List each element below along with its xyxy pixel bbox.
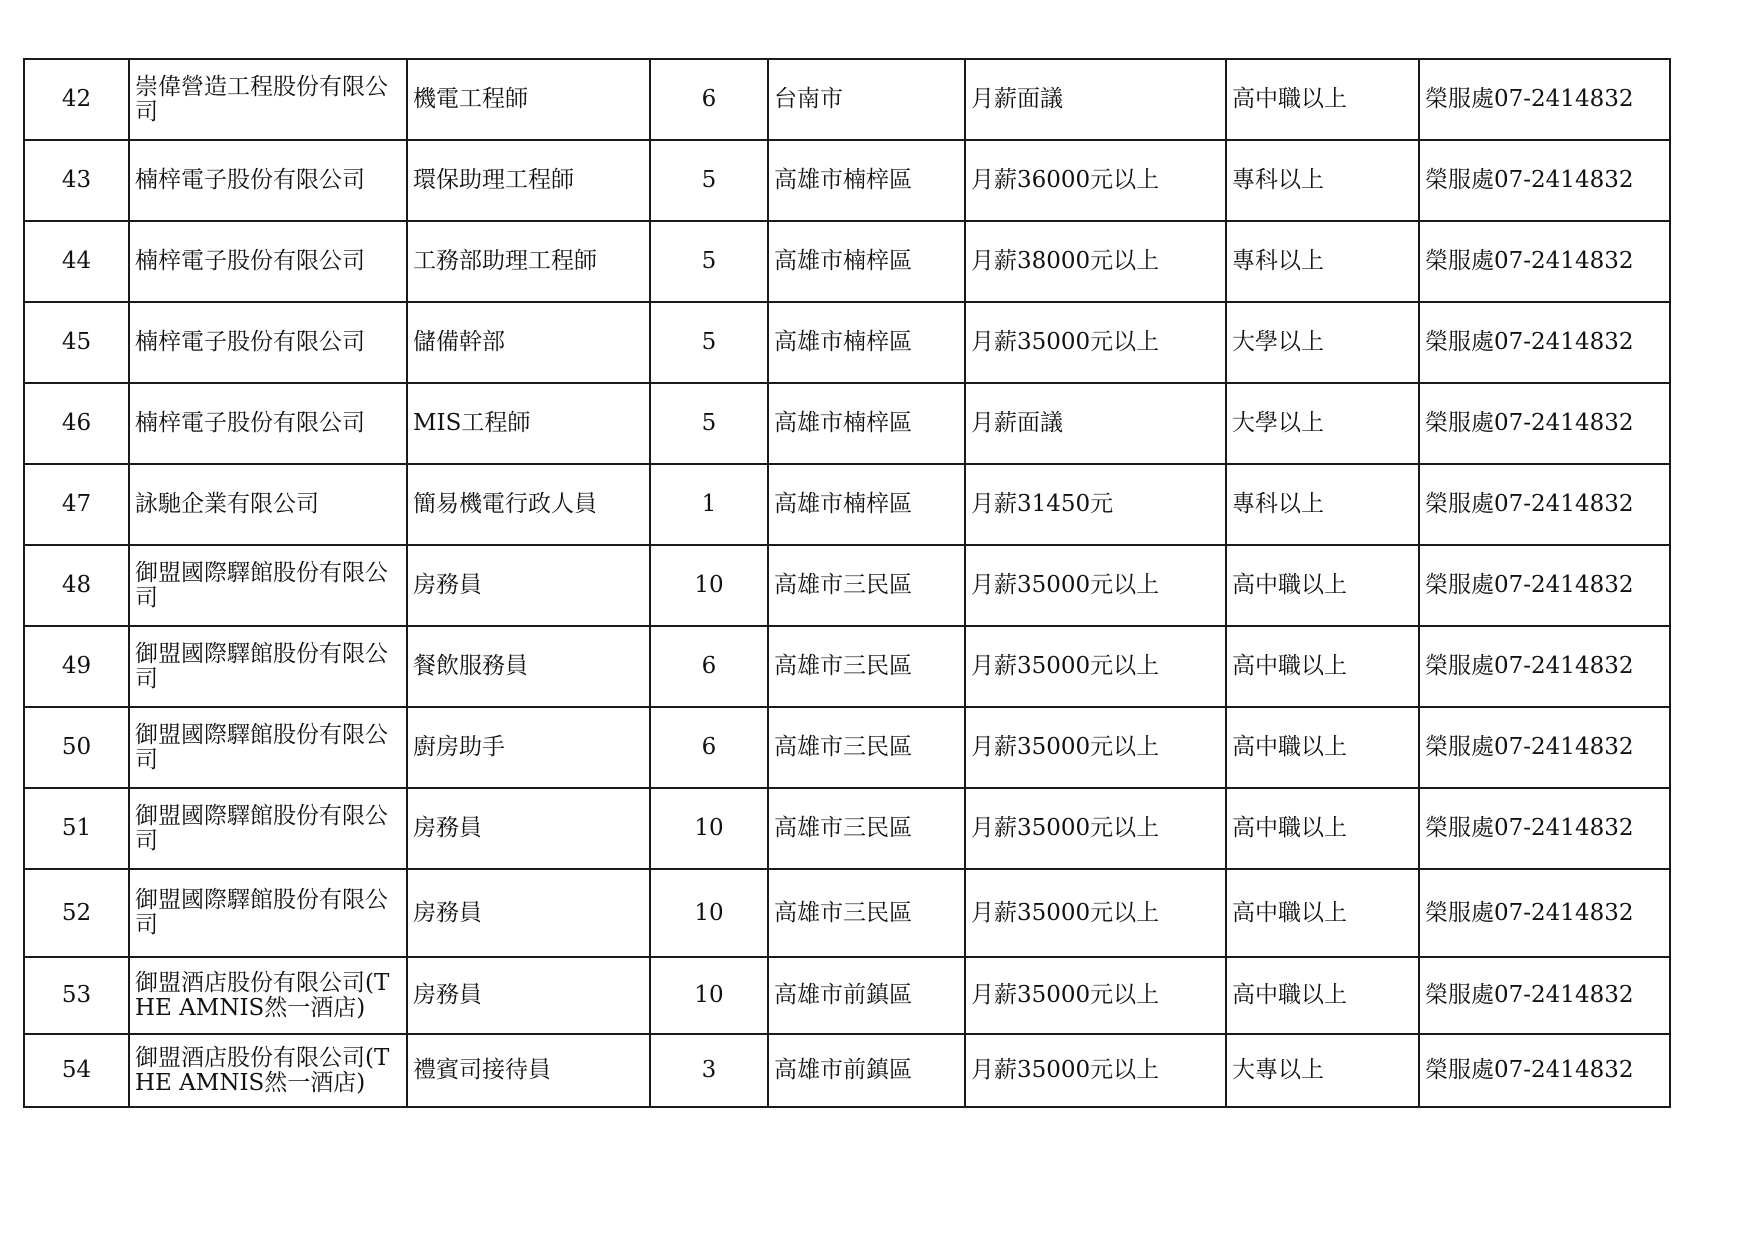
table-row <box>24 626 1670 707</box>
job-title: 機電工程師 <box>407 59 650 140</box>
job-title: MIS工程師 <box>407 383 650 464</box>
contact: 榮服處07-2414832 <box>1419 788 1670 869</box>
job-title: 房務員 <box>407 957 650 1034</box>
opening-count: 6 <box>650 59 768 140</box>
education-requirement: 高中職以上 <box>1226 957 1419 1034</box>
table-row <box>24 957 1670 1034</box>
salary: 月薪31450元 <box>965 464 1226 545</box>
company-name: 詠馳企業有限公司 <box>129 464 407 545</box>
work-location: 高雄市前鎮區 <box>768 1034 965 1107</box>
table-row <box>24 545 1670 626</box>
table-row <box>24 383 1670 464</box>
job-title: 餐飲服務員 <box>407 626 650 707</box>
contact: 榮服處07-2414832 <box>1419 1034 1670 1107</box>
contact: 榮服處07-2414832 <box>1419 59 1670 140</box>
opening-count: 6 <box>650 707 768 788</box>
company-name: 楠梓電子股份有限公司 <box>129 221 407 302</box>
opening-count: 5 <box>650 140 768 221</box>
opening-count: 1 <box>650 464 768 545</box>
work-location: 高雄市三民區 <box>768 707 965 788</box>
opening-count: 3 <box>650 1034 768 1107</box>
salary: 月薪35000元以上 <box>965 788 1226 869</box>
salary: 月薪36000元以上 <box>965 140 1226 221</box>
row-number: 47 <box>24 464 129 545</box>
row-number: 44 <box>24 221 129 302</box>
company-name: 崇偉營造工程股份有限公司 <box>129 59 407 140</box>
opening-count: 6 <box>650 626 768 707</box>
company-name: 御盟酒店股份有限公司(THE AMNIS然一酒店) <box>129 1034 407 1107</box>
education-requirement: 高中職以上 <box>1226 626 1419 707</box>
company-name: 御盟國際驛館股份有限公司 <box>129 707 407 788</box>
education-requirement: 高中職以上 <box>1226 545 1419 626</box>
contact: 榮服處07-2414832 <box>1419 302 1670 383</box>
contact: 榮服處07-2414832 <box>1419 707 1670 788</box>
job-title: 簡易機電行政人員 <box>407 464 650 545</box>
work-location: 高雄市三民區 <box>768 869 965 957</box>
contact: 榮服處07-2414832 <box>1419 957 1670 1034</box>
contact: 榮服處07-2414832 <box>1419 464 1670 545</box>
job-title: 房務員 <box>407 545 650 626</box>
contact: 榮服處07-2414832 <box>1419 869 1670 957</box>
salary: 月薪35000元以上 <box>965 869 1226 957</box>
work-location: 台南市 <box>768 59 965 140</box>
education-requirement: 大學以上 <box>1226 383 1419 464</box>
row-number: 50 <box>24 707 129 788</box>
education-requirement: 高中職以上 <box>1226 59 1419 140</box>
salary: 月薪35000元以上 <box>965 545 1226 626</box>
education-requirement: 專科以上 <box>1226 221 1419 302</box>
contact: 榮服處07-2414832 <box>1419 221 1670 302</box>
contact: 榮服處07-2414832 <box>1419 383 1670 464</box>
company-name: 楠梓電子股份有限公司 <box>129 383 407 464</box>
work-location: 高雄市楠梓區 <box>768 221 965 302</box>
opening-count: 5 <box>650 383 768 464</box>
row-number: 49 <box>24 626 129 707</box>
job-listing-table <box>23 58 1671 1108</box>
salary: 月薪35000元以上 <box>965 302 1226 383</box>
work-location: 高雄市三民區 <box>768 788 965 869</box>
salary: 月薪面議 <box>965 59 1226 140</box>
company-name: 御盟酒店股份有限公司(THE AMNIS然一酒店) <box>129 957 407 1034</box>
company-name: 御盟國際驛館股份有限公司 <box>129 545 407 626</box>
row-number: 42 <box>24 59 129 140</box>
table-row <box>24 788 1670 869</box>
education-requirement: 高中職以上 <box>1226 788 1419 869</box>
work-location: 高雄市前鎮區 <box>768 957 965 1034</box>
company-name: 御盟國際驛館股份有限公司 <box>129 626 407 707</box>
education-requirement: 大學以上 <box>1226 302 1419 383</box>
table-row <box>24 464 1670 545</box>
work-location: 高雄市楠梓區 <box>768 464 965 545</box>
company-name: 楠梓電子股份有限公司 <box>129 140 407 221</box>
work-location: 高雄市楠梓區 <box>768 383 965 464</box>
job-title: 工務部助理工程師 <box>407 221 650 302</box>
job-title: 廚房助手 <box>407 707 650 788</box>
opening-count: 10 <box>650 869 768 957</box>
row-number: 53 <box>24 957 129 1034</box>
row-number: 48 <box>24 545 129 626</box>
salary: 月薪35000元以上 <box>965 707 1226 788</box>
opening-count: 10 <box>650 545 768 626</box>
row-number: 51 <box>24 788 129 869</box>
job-title: 禮賓司接待員 <box>407 1034 650 1107</box>
company-name: 楠梓電子股份有限公司 <box>129 302 407 383</box>
company-name: 御盟國際驛館股份有限公司 <box>129 869 407 957</box>
contact: 榮服處07-2414832 <box>1419 626 1670 707</box>
row-number: 43 <box>24 140 129 221</box>
job-title: 房務員 <box>407 869 650 957</box>
table-row <box>24 869 1670 957</box>
work-location: 高雄市楠梓區 <box>768 302 965 383</box>
opening-count: 5 <box>650 302 768 383</box>
work-location: 高雄市三民區 <box>768 545 965 626</box>
row-number: 45 <box>24 302 129 383</box>
salary: 月薪38000元以上 <box>965 221 1226 302</box>
contact: 榮服處07-2414832 <box>1419 545 1670 626</box>
job-title: 儲備幹部 <box>407 302 650 383</box>
table-row <box>24 59 1670 140</box>
education-requirement: 大專以上 <box>1226 1034 1419 1107</box>
education-requirement: 高中職以上 <box>1226 707 1419 788</box>
table-row <box>24 140 1670 221</box>
row-number: 54 <box>24 1034 129 1107</box>
row-number: 46 <box>24 383 129 464</box>
opening-count: 10 <box>650 788 768 869</box>
row-number: 52 <box>24 869 129 957</box>
salary: 月薪面議 <box>965 383 1226 464</box>
education-requirement: 專科以上 <box>1226 464 1419 545</box>
work-location: 高雄市楠梓區 <box>768 140 965 221</box>
education-requirement: 高中職以上 <box>1226 869 1419 957</box>
education-requirement: 專科以上 <box>1226 140 1419 221</box>
company-name: 御盟國際驛館股份有限公司 <box>129 788 407 869</box>
salary: 月薪35000元以上 <box>965 1034 1226 1107</box>
opening-count: 10 <box>650 957 768 1034</box>
job-title: 環保助理工程師 <box>407 140 650 221</box>
work-location: 高雄市三民區 <box>768 626 965 707</box>
table-row <box>24 302 1670 383</box>
table-row <box>24 1034 1670 1107</box>
opening-count: 5 <box>650 221 768 302</box>
table-row <box>24 707 1670 788</box>
contact: 榮服處07-2414832 <box>1419 140 1670 221</box>
salary: 月薪35000元以上 <box>965 626 1226 707</box>
job-title: 房務員 <box>407 788 650 869</box>
table-row <box>24 221 1670 302</box>
salary: 月薪35000元以上 <box>965 957 1226 1034</box>
